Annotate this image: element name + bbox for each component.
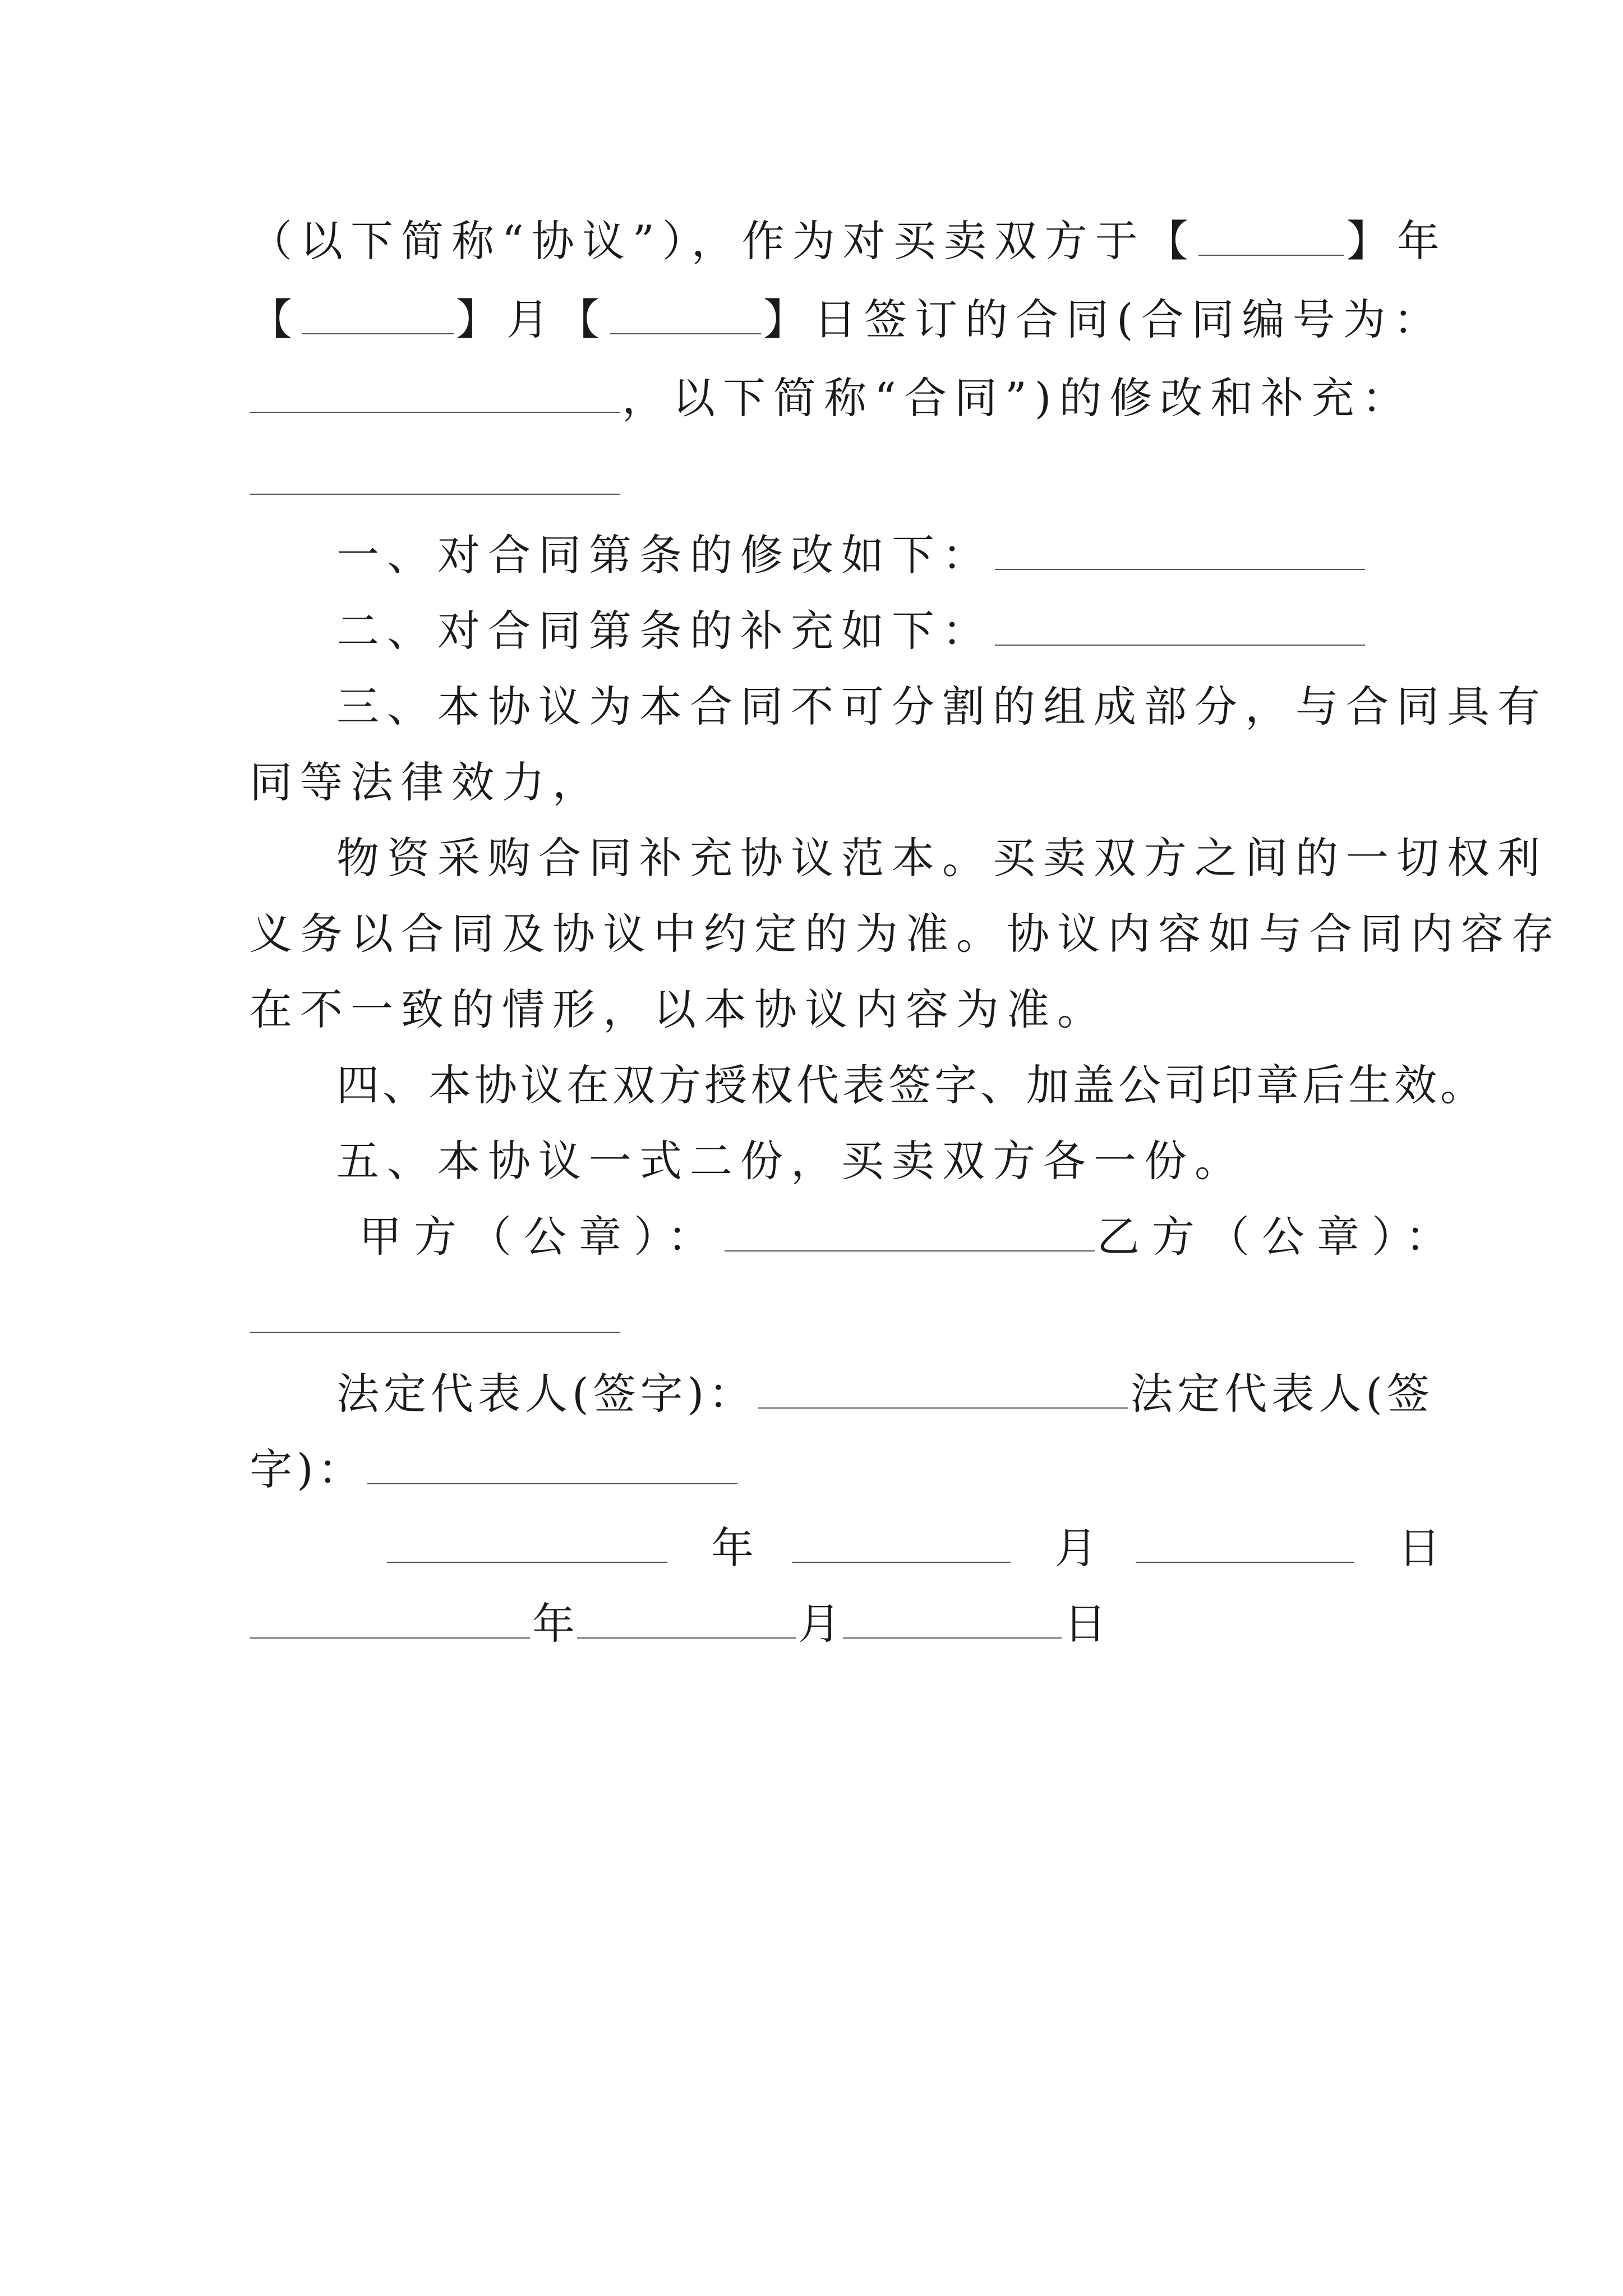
bracket-close: 】	[456, 295, 506, 344]
date-a-month-label: 月	[1054, 1523, 1098, 1573]
paragraph-line-2: 义务以合同及协议中约定的为准。协议内容如与合同内容存	[250, 909, 1562, 959]
paragraph-line-3: 在不一致的情形，以本协议内容为准。	[250, 984, 1108, 1034]
date-line-b	[250, 1596, 1388, 1652]
date-a-month-blank[interactable]	[792, 1522, 1011, 1563]
rep-a-label: 法定代表人(签字)：	[336, 1369, 756, 1419]
party-a-group	[359, 1209, 1097, 1265]
rep-b-sign-blank[interactable]	[367, 1444, 737, 1484]
clause-2-blank[interactable]	[995, 605, 1365, 646]
clause-1-text: 一、对合同第条的修改如下：	[336, 530, 993, 580]
clause-3-line-1: 三、本协议为本合同不可分割的组成部分，与合同具有	[336, 682, 1548, 731]
date-b-year-label: 年	[532, 1599, 575, 1649]
intro-text-2: 日签订的合同(合同编号为：	[814, 295, 1444, 344]
date-b-day-blank[interactable]	[843, 1598, 1062, 1639]
year-label: 年	[1396, 216, 1447, 266]
representative-line-2	[250, 1442, 1388, 1498]
paragraph-line-1: 物资采购合同补充协议范本。买卖双方之间的一切权利	[336, 833, 1548, 883]
date-year-group	[1146, 213, 1447, 269]
date-line-a	[387, 1520, 1441, 1576]
clause-4: 四、本协议在双方授权代表签字、加盖公司印章后生效。	[336, 1060, 1486, 1110]
rep-b-label-cont: 字)：	[250, 1444, 365, 1494]
date-a-year-blank[interactable]	[387, 1522, 667, 1563]
intro-line-2	[250, 292, 1444, 348]
day-blank[interactable]	[610, 294, 761, 334]
date-b-year-blank[interactable]	[250, 1598, 530, 1639]
month-blank[interactable]	[302, 294, 454, 334]
date-a-year-label: 年	[711, 1523, 754, 1573]
party-a-seal-blank[interactable]	[725, 1211, 1095, 1251]
date-a-day-blank[interactable]	[1136, 1522, 1354, 1563]
intro-extra-blank[interactable]	[250, 493, 620, 495]
year-blank[interactable]	[1198, 215, 1344, 256]
intro-text-1: （以下简称“协议”），作为对买卖双方于	[250, 216, 1146, 266]
clause-1-blank[interactable]	[995, 530, 1365, 570]
bracket-open: 【	[557, 295, 607, 344]
rep-b-label: 法定代表人(签	[1130, 1369, 1434, 1419]
date-b-month-label: 月	[798, 1599, 841, 1649]
party-b-seal-blank[interactable]	[250, 1331, 620, 1333]
clause-3-line-2: 同等法律效力，	[250, 757, 603, 807]
contract-number-blank[interactable]	[250, 372, 620, 413]
party-b-label: 乙方（公章）：	[1097, 1212, 1460, 1262]
bracket-open: 【	[1145, 216, 1196, 266]
clause-2-text: 二、对合同第条的补充如下：	[336, 606, 993, 656]
representative-line	[336, 1366, 1434, 1422]
intro-text-3: ，以下简称“合同”)的修改和补充：	[622, 373, 1413, 423]
seal-line	[359, 1209, 1460, 1265]
month-label: 月	[506, 295, 557, 344]
bracket-open: 【	[250, 295, 300, 344]
bracket-close: 】	[1346, 216, 1397, 266]
clause-1	[336, 527, 1388, 583]
party-a-label: 甲方（公章）：	[359, 1212, 722, 1262]
intro-line-3	[250, 370, 1413, 426]
intro-line-1	[250, 213, 1447, 269]
clause-5: 五、本协议一式二份，买卖双方各一份。	[336, 1136, 1245, 1186]
date-b-month-blank[interactable]	[577, 1598, 796, 1639]
clause-2	[336, 603, 1388, 659]
date-a-day-label: 日	[1398, 1523, 1441, 1573]
rep-a-sign-blank[interactable]	[758, 1368, 1128, 1409]
date-b-day-label: 日	[1064, 1599, 1106, 1649]
bracket-close: 】	[763, 295, 814, 344]
